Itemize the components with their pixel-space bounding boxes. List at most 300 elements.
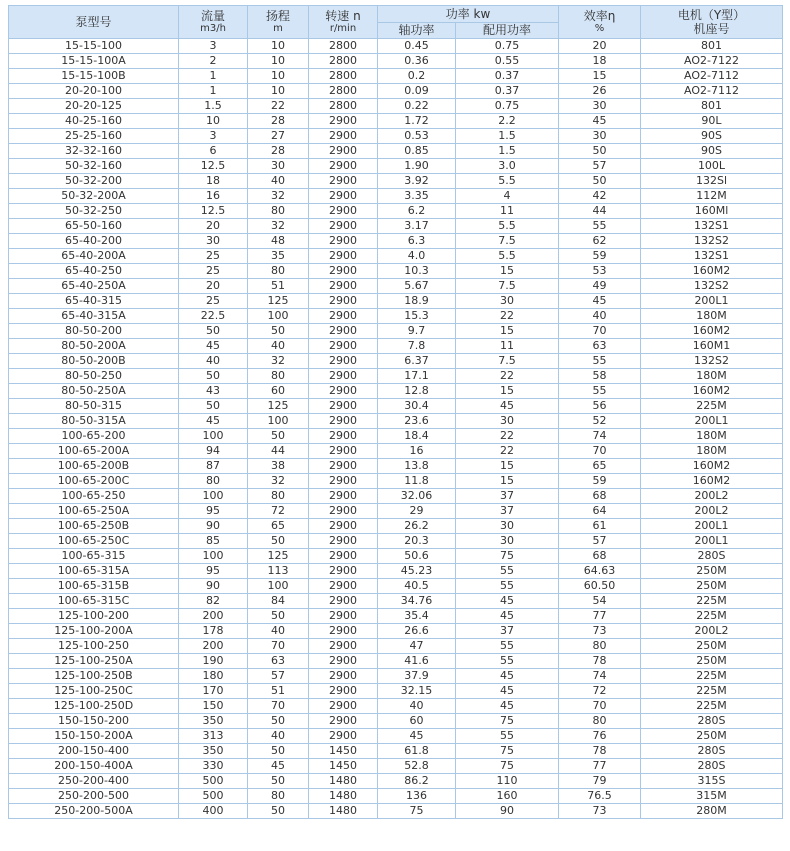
table-row	[9, 414, 783, 429]
cell-head: 100	[248, 414, 309, 429]
cell-matched-power: 110	[456, 774, 559, 789]
cell-matched-power: 45	[456, 699, 559, 714]
table-row	[9, 159, 783, 174]
cell-flow: 95	[179, 564, 248, 579]
cell-model: 100-65-200A	[9, 444, 179, 459]
cell-shaft-power: 30.4	[378, 399, 456, 414]
cell-flow: 43	[179, 384, 248, 399]
cell-model: 100-65-200C	[9, 474, 179, 489]
cell-shaft-power: 0.36	[378, 54, 456, 69]
cell-matched-power: 55	[456, 729, 559, 744]
cell-model: 50-32-160	[9, 159, 179, 174]
cell-matched-power: 0.37	[456, 84, 559, 99]
cell-speed: 2900	[309, 159, 378, 174]
cell-matched-power: 55	[456, 579, 559, 594]
cell-efficiency: 78	[559, 654, 641, 669]
table-row	[9, 459, 783, 474]
cell-head: 28	[248, 114, 309, 129]
cell-model: 32-32-160	[9, 144, 179, 159]
table-row	[9, 309, 783, 324]
cell-speed: 2900	[309, 534, 378, 549]
cell-motor-frame: 250M	[641, 729, 783, 744]
cell-head: 40	[248, 339, 309, 354]
cell-model: 80-50-200B	[9, 354, 179, 369]
cell-motor-frame: 200L1	[641, 519, 783, 534]
cell-efficiency: 55	[559, 354, 641, 369]
cell-head: 10	[248, 54, 309, 69]
cell-model: 15-15-100B	[9, 69, 179, 84]
cell-efficiency: 73	[559, 624, 641, 639]
table-row	[9, 669, 783, 684]
cell-flow: 200	[179, 609, 248, 624]
cell-flow: 2	[179, 54, 248, 69]
cell-model: 65-40-200	[9, 234, 179, 249]
cell-model: 20-20-100	[9, 84, 179, 99]
cell-model: 250-200-500	[9, 789, 179, 804]
cell-model: 100-65-200B	[9, 459, 179, 474]
cell-model: 80-50-315	[9, 399, 179, 414]
header-flow	[179, 6, 248, 39]
cell-flow: 100	[179, 549, 248, 564]
cell-shaft-power: 5.67	[378, 279, 456, 294]
cell-speed: 2900	[309, 519, 378, 534]
cell-shaft-power: 18.4	[378, 429, 456, 444]
table-row	[9, 369, 783, 384]
cell-efficiency: 45	[559, 294, 641, 309]
cell-head: 50	[248, 774, 309, 789]
cell-flow: 40	[179, 354, 248, 369]
cell-speed: 2900	[309, 714, 378, 729]
cell-flow: 87	[179, 459, 248, 474]
cell-motor-frame: 160M2	[641, 474, 783, 489]
cell-flow: 3	[179, 39, 248, 54]
cell-speed: 1450	[309, 759, 378, 774]
cell-matched-power: 7.5	[456, 279, 559, 294]
cell-head: 40	[248, 174, 309, 189]
cell-matched-power: 3.0	[456, 159, 559, 174]
cell-shaft-power: 29	[378, 504, 456, 519]
table-row	[9, 774, 783, 789]
cell-shaft-power: 45.23	[378, 564, 456, 579]
cell-efficiency: 76.5	[559, 789, 641, 804]
cell-efficiency: 54	[559, 594, 641, 609]
cell-model: 15-15-100	[9, 39, 179, 54]
cell-flow: 16	[179, 189, 248, 204]
cell-speed: 2900	[309, 444, 378, 459]
cell-head: 60	[248, 384, 309, 399]
cell-head: 30	[248, 159, 309, 174]
cell-shaft-power: 35.4	[378, 609, 456, 624]
cell-speed: 2900	[309, 564, 378, 579]
table-row	[9, 174, 783, 189]
cell-shaft-power: 75	[378, 804, 456, 819]
cell-speed: 2900	[309, 399, 378, 414]
cell-model: 25-25-160	[9, 129, 179, 144]
cell-efficiency: 76	[559, 729, 641, 744]
cell-head: 50	[248, 429, 309, 444]
cell-model: 125-100-200	[9, 609, 179, 624]
cell-motor-frame: 200L2	[641, 489, 783, 504]
cell-efficiency: 18	[559, 54, 641, 69]
cell-model: 80-50-200	[9, 324, 179, 339]
cell-matched-power: 160	[456, 789, 559, 804]
cell-efficiency: 26	[559, 84, 641, 99]
cell-model: 100-65-250C	[9, 534, 179, 549]
cell-motor-frame: 132S1	[641, 249, 783, 264]
cell-efficiency: 73	[559, 804, 641, 819]
cell-model: 80-50-250A	[9, 384, 179, 399]
table-row	[9, 519, 783, 534]
cell-speed: 2800	[309, 39, 378, 54]
cell-model: 200-150-400A	[9, 759, 179, 774]
cell-matched-power: 55	[456, 639, 559, 654]
cell-motor-frame: 90S	[641, 129, 783, 144]
cell-model: 80-50-250	[9, 369, 179, 384]
cell-speed: 2800	[309, 99, 378, 114]
cell-model: 100-65-250B	[9, 519, 179, 534]
table-row	[9, 729, 783, 744]
header-motor	[641, 6, 783, 39]
cell-head: 40	[248, 624, 309, 639]
header-flow-label: 流量	[200, 9, 225, 23]
table-row	[9, 69, 783, 84]
cell-motor-frame: 200L2	[641, 504, 783, 519]
header-efficiency-unit: %	[594, 23, 605, 34]
cell-flow: 1.5	[179, 99, 248, 114]
cell-speed: 2900	[309, 459, 378, 474]
cell-matched-power: 37	[456, 489, 559, 504]
cell-motor-frame: 132S2	[641, 279, 783, 294]
cell-head: 50	[248, 744, 309, 759]
cell-efficiency: 68	[559, 549, 641, 564]
cell-flow: 25	[179, 264, 248, 279]
cell-motor-frame: 160M1	[641, 339, 783, 354]
cell-model: 65-50-160	[9, 219, 179, 234]
cell-matched-power: 75	[456, 549, 559, 564]
cell-shaft-power: 47	[378, 639, 456, 654]
cell-motor-frame: 801	[641, 39, 783, 54]
cell-model: 200-150-400	[9, 744, 179, 759]
cell-motor-frame: 225M	[641, 684, 783, 699]
cell-head: 45	[248, 759, 309, 774]
cell-shaft-power: 16	[378, 444, 456, 459]
table-row	[9, 609, 783, 624]
cell-motor-frame: 250M	[641, 654, 783, 669]
cell-head: 80	[248, 489, 309, 504]
table-row	[9, 114, 783, 129]
cell-model: 125-100-250	[9, 639, 179, 654]
cell-speed: 2900	[309, 324, 378, 339]
cell-motor-frame: 180M	[641, 429, 783, 444]
cell-motor-frame: 132S2	[641, 234, 783, 249]
cell-efficiency: 53	[559, 264, 641, 279]
cell-speed: 2900	[309, 489, 378, 504]
cell-flow: 45	[179, 339, 248, 354]
header-model: 泵型号	[9, 6, 179, 39]
cell-flow: 1	[179, 84, 248, 99]
header-matched-power: 配用功率	[456, 23, 559, 39]
table-row	[9, 324, 783, 339]
cell-shaft-power: 45	[378, 729, 456, 744]
cell-matched-power: 37	[456, 504, 559, 519]
cell-speed: 2900	[309, 144, 378, 159]
cell-flow: 100	[179, 489, 248, 504]
table-row	[9, 639, 783, 654]
header-power: 功率 kw	[378, 6, 559, 23]
cell-matched-power: 15	[456, 474, 559, 489]
cell-matched-power: 30	[456, 534, 559, 549]
cell-speed: 2900	[309, 474, 378, 489]
cell-motor-frame: 132S1	[641, 219, 783, 234]
cell-efficiency: 52	[559, 414, 641, 429]
cell-head: 10	[248, 84, 309, 99]
cell-flow: 20	[179, 219, 248, 234]
cell-speed: 2900	[309, 504, 378, 519]
table-row	[9, 294, 783, 309]
cell-flow: 22.5	[179, 309, 248, 324]
table-row	[9, 339, 783, 354]
cell-matched-power: 30	[456, 519, 559, 534]
cell-model: 50-32-200A	[9, 189, 179, 204]
table-body	[9, 39, 783, 819]
cell-motor-frame: 280S	[641, 549, 783, 564]
cell-motor-frame: 280S	[641, 759, 783, 774]
cell-matched-power: 45	[456, 669, 559, 684]
table-row	[9, 99, 783, 114]
cell-efficiency: 55	[559, 384, 641, 399]
cell-speed: 2900	[309, 654, 378, 669]
header-speed-unit: r/min	[329, 23, 357, 34]
cell-model: 65-40-250	[9, 264, 179, 279]
cell-model: 65-40-315A	[9, 309, 179, 324]
cell-shaft-power: 50.6	[378, 549, 456, 564]
cell-matched-power: 15	[456, 264, 559, 279]
cell-matched-power: 90	[456, 804, 559, 819]
cell-efficiency: 74	[559, 669, 641, 684]
cell-speed: 2900	[309, 699, 378, 714]
cell-efficiency: 56	[559, 399, 641, 414]
cell-speed: 2900	[309, 249, 378, 264]
cell-model: 100-65-315C	[9, 594, 179, 609]
cell-matched-power: 0.55	[456, 54, 559, 69]
cell-speed: 2900	[309, 174, 378, 189]
cell-speed: 2900	[309, 594, 378, 609]
cell-model: 125-100-250B	[9, 669, 179, 684]
header-efficiency	[559, 6, 641, 39]
cell-motor-frame: 90S	[641, 144, 783, 159]
cell-flow: 10	[179, 114, 248, 129]
table-row	[9, 189, 783, 204]
header-head	[248, 6, 309, 39]
cell-efficiency: 70	[559, 324, 641, 339]
cell-efficiency: 20	[559, 39, 641, 54]
cell-flow: 500	[179, 774, 248, 789]
header-flow-unit: m3/h	[200, 23, 226, 34]
cell-speed: 2800	[309, 69, 378, 84]
cell-speed: 2900	[309, 609, 378, 624]
cell-model: 100-65-250A	[9, 504, 179, 519]
cell-head: 70	[248, 639, 309, 654]
cell-flow: 18	[179, 174, 248, 189]
cell-matched-power: 0.37	[456, 69, 559, 84]
cell-model: 150-150-200	[9, 714, 179, 729]
cell-shaft-power: 26.2	[378, 519, 456, 534]
cell-head: 80	[248, 369, 309, 384]
cell-flow: 6	[179, 144, 248, 159]
cell-matched-power: 1.5	[456, 129, 559, 144]
pump-spec-table	[8, 5, 783, 819]
table-row	[9, 219, 783, 234]
cell-shaft-power: 0.22	[378, 99, 456, 114]
cell-motor-frame: 160M2	[641, 264, 783, 279]
table-row	[9, 564, 783, 579]
table-row	[9, 684, 783, 699]
cell-model: 80-50-200A	[9, 339, 179, 354]
cell-speed: 2900	[309, 114, 378, 129]
cell-shaft-power: 0.09	[378, 84, 456, 99]
cell-motor-frame: 180M	[641, 309, 783, 324]
cell-head: 32	[248, 219, 309, 234]
cell-flow: 80	[179, 474, 248, 489]
cell-motor-frame: 280S	[641, 744, 783, 759]
table-row	[9, 594, 783, 609]
cell-matched-power: 45	[456, 609, 559, 624]
cell-efficiency: 70	[559, 444, 641, 459]
cell-matched-power: 5.5	[456, 249, 559, 264]
cell-motor-frame: 315M	[641, 789, 783, 804]
cell-shaft-power: 4.0	[378, 249, 456, 264]
cell-motor-frame: 180M	[641, 444, 783, 459]
cell-model: 40-25-160	[9, 114, 179, 129]
table-row	[9, 474, 783, 489]
cell-matched-power: 15	[456, 384, 559, 399]
cell-motor-frame: 200L1	[641, 294, 783, 309]
cell-model: 100-65-315B	[9, 579, 179, 594]
cell-speed: 1480	[309, 774, 378, 789]
cell-flow: 50	[179, 324, 248, 339]
cell-flow: 94	[179, 444, 248, 459]
cell-matched-power: 75	[456, 714, 559, 729]
cell-speed: 2900	[309, 294, 378, 309]
cell-shaft-power: 32.06	[378, 489, 456, 504]
cell-flow: 200	[179, 639, 248, 654]
cell-model: 125-100-250A	[9, 654, 179, 669]
cell-shaft-power: 18.9	[378, 294, 456, 309]
cell-matched-power: 22	[456, 309, 559, 324]
cell-flow: 400	[179, 804, 248, 819]
cell-head: 70	[248, 699, 309, 714]
cell-flow: 25	[179, 294, 248, 309]
cell-head: 84	[248, 594, 309, 609]
cell-motor-frame: 160Ml	[641, 204, 783, 219]
cell-flow: 313	[179, 729, 248, 744]
cell-head: 40	[248, 729, 309, 744]
table-row	[9, 579, 783, 594]
cell-matched-power: 1.5	[456, 144, 559, 159]
cell-efficiency: 79	[559, 774, 641, 789]
cell-efficiency: 44	[559, 204, 641, 219]
cell-motor-frame: 90L	[641, 114, 783, 129]
cell-model: 80-50-315A	[9, 414, 179, 429]
cell-efficiency: 59	[559, 249, 641, 264]
cell-head: 65	[248, 519, 309, 534]
cell-flow: 350	[179, 744, 248, 759]
cell-efficiency: 45	[559, 114, 641, 129]
cell-speed: 2900	[309, 669, 378, 684]
cell-shaft-power: 17.1	[378, 369, 456, 384]
cell-model: 100-65-315	[9, 549, 179, 564]
cell-efficiency: 15	[559, 69, 641, 84]
cell-shaft-power: 12.8	[378, 384, 456, 399]
cell-shaft-power: 9.7	[378, 324, 456, 339]
cell-head: 50	[248, 804, 309, 819]
cell-model: 100-65-200	[9, 429, 179, 444]
cell-motor-frame: 100L	[641, 159, 783, 174]
cell-model: 15-15-100A	[9, 54, 179, 69]
cell-flow: 500	[179, 789, 248, 804]
cell-model: 65-40-315	[9, 294, 179, 309]
cell-model: 100-65-315A	[9, 564, 179, 579]
cell-model: 20-20-125	[9, 99, 179, 114]
cell-motor-frame: 280S	[641, 714, 783, 729]
cell-speed: 2900	[309, 639, 378, 654]
cell-motor-frame: AO2-7112	[641, 84, 783, 99]
cell-efficiency: 68	[559, 489, 641, 504]
cell-head: 38	[248, 459, 309, 474]
cell-speed: 2900	[309, 354, 378, 369]
cell-efficiency: 80	[559, 714, 641, 729]
cell-speed: 2900	[309, 279, 378, 294]
cell-efficiency: 42	[559, 189, 641, 204]
cell-efficiency: 58	[559, 369, 641, 384]
cell-shaft-power: 0.45	[378, 39, 456, 54]
cell-matched-power: 5.5	[456, 219, 559, 234]
cell-shaft-power: 26.6	[378, 624, 456, 639]
cell-efficiency: 50	[559, 174, 641, 189]
table-row	[9, 129, 783, 144]
cell-motor-frame: 200L1	[641, 534, 783, 549]
header-efficiency-label: 效率η	[583, 9, 616, 23]
cell-head: 125	[248, 549, 309, 564]
header-head-label: 扬程	[265, 9, 290, 23]
table-row	[9, 264, 783, 279]
cell-shaft-power: 0.2	[378, 69, 456, 84]
cell-flow: 180	[179, 669, 248, 684]
cell-head: 48	[248, 234, 309, 249]
cell-efficiency: 50	[559, 144, 641, 159]
cell-shaft-power: 10.3	[378, 264, 456, 279]
cell-head: 50	[248, 534, 309, 549]
cell-motor-frame: 250M	[641, 564, 783, 579]
table-row	[9, 54, 783, 69]
cell-motor-frame: 225M	[641, 594, 783, 609]
table-row	[9, 279, 783, 294]
cell-speed: 2900	[309, 729, 378, 744]
cell-head: 32	[248, 474, 309, 489]
cell-head: 10	[248, 39, 309, 54]
cell-motor-frame: 180M	[641, 369, 783, 384]
cell-speed: 2900	[309, 684, 378, 699]
cell-speed: 2900	[309, 579, 378, 594]
table-row	[9, 714, 783, 729]
cell-matched-power: 45	[456, 684, 559, 699]
cell-flow: 90	[179, 579, 248, 594]
table-row	[9, 549, 783, 564]
cell-efficiency: 77	[559, 759, 641, 774]
cell-flow: 150	[179, 699, 248, 714]
cell-head: 80	[248, 204, 309, 219]
cell-model: 125-100-200A	[9, 624, 179, 639]
